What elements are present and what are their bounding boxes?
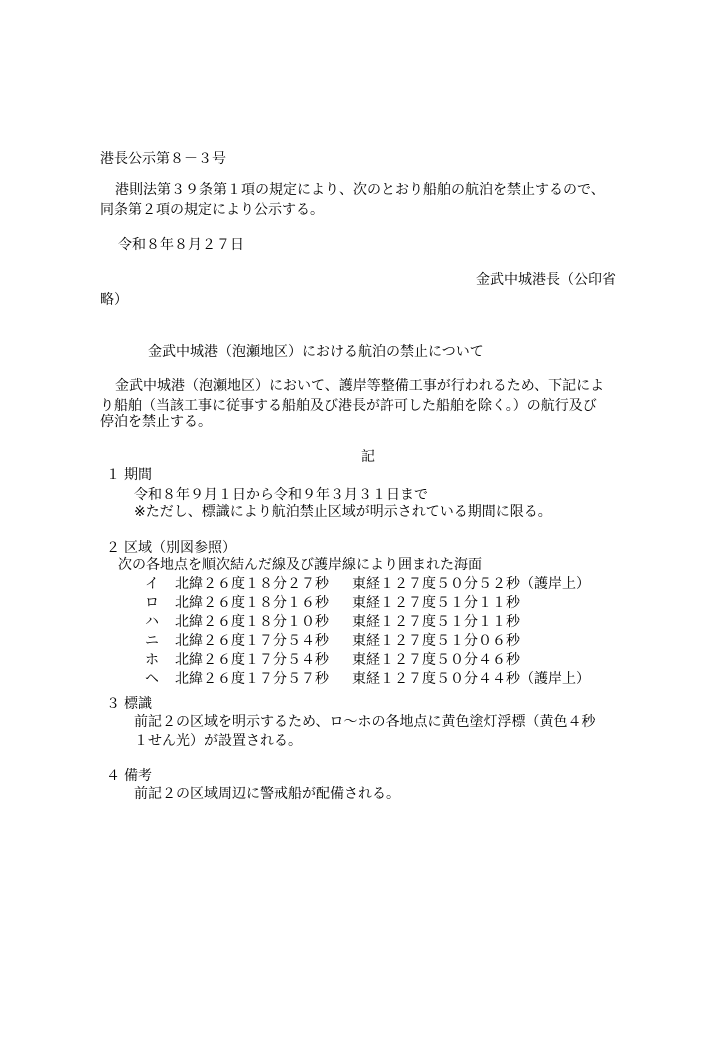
preamble-line-2: 同条第２項の規定により公示する。	[100, 202, 324, 218]
section-4-number: ４	[106, 768, 120, 784]
point-label: ロ	[145, 595, 159, 611]
section-4-heading: 備考	[124, 768, 152, 784]
point-latitude: 北緯２６度１７分５４秒	[175, 652, 329, 668]
point-longitude: 東経１２７度５１分１１秒	[352, 614, 520, 630]
point-latitude: 北緯２６度１８分１６秒	[175, 595, 329, 611]
point-longitude: 東経１２７度５１分１１秒	[352, 595, 520, 611]
point-longitude: 東経１２７度５０分５２秒（護岸上）	[352, 576, 590, 592]
section-2-number: ２	[106, 540, 120, 556]
point-longitude: 東経１２７度５０分４４秒（護岸上）	[352, 671, 590, 687]
section-1-heading: 期間	[124, 467, 152, 483]
section-2-intro: 次の各地点を順次結んだ線及び護岸線により囲まれた海面	[118, 557, 482, 573]
section-1-line-2: ※ただし、標識により航泊禁止区域が明示されている期間に限る。	[134, 504, 552, 520]
point-latitude: 北緯２６度１８分２７秒	[175, 576, 329, 592]
section-3-line-2: １せん光）が設置される。	[134, 733, 302, 749]
section-3-heading: 標識	[124, 696, 152, 712]
point-latitude: 北緯２６度１７分５７秒	[175, 671, 329, 687]
issuer-line-1: 金武中城港長（公印省	[476, 272, 616, 288]
point-latitude: 北緯２６度１８分１０秒	[175, 614, 329, 630]
body-line-2: り船舶（当該工事に従事する船舶及び港長が許可した船舶を除く。）の航行及び	[100, 398, 597, 414]
point-label: ハ	[145, 614, 159, 630]
point-label: ヘ	[145, 671, 159, 687]
point-longitude: 東経１２７度５１分０６秒	[352, 633, 520, 649]
issue-date: 令和８年８月２７日	[118, 237, 244, 253]
section-1-number: １	[106, 467, 120, 483]
point-label: ホ	[145, 652, 159, 668]
preamble-line-1: 港則法第３９条第１項の規定により、次のとおり船舶の航泊を禁止するので、	[115, 182, 605, 198]
issuer-line-2: 略）	[100, 292, 128, 308]
section-2-heading: 区域（別図参照）	[124, 540, 236, 556]
section-3-line-1: 前記２の区域を明示するため、ロ～ホの各地点に黄色塗灯浮標（黄色４秒	[134, 714, 596, 730]
point-longitude: 東経１２７度５０分４６秒	[352, 652, 520, 668]
section-4-line-1: 前記２の区域周辺に警戒船が配備される。	[134, 786, 400, 802]
notice-number: 港長公示第８－３号	[100, 151, 226, 167]
body-line-3: 停泊を禁止する。	[100, 414, 212, 430]
point-label: ニ	[145, 633, 159, 649]
section-1-line-1: 令和８年９月１日から令和９年３月３１日まで	[134, 487, 428, 503]
point-latitude: 北緯２６度１７分５４秒	[175, 633, 329, 649]
body-line-1: 金武中城港（泡瀬地区）において、護岸等整備工事が行われるため、下記によ	[115, 378, 605, 394]
section-3-number: ３	[106, 696, 120, 712]
point-label: イ	[145, 576, 159, 592]
document-title: 金武中城港（泡瀬地区）における航泊の禁止について	[148, 344, 484, 360]
ki-heading: 記	[361, 449, 375, 465]
